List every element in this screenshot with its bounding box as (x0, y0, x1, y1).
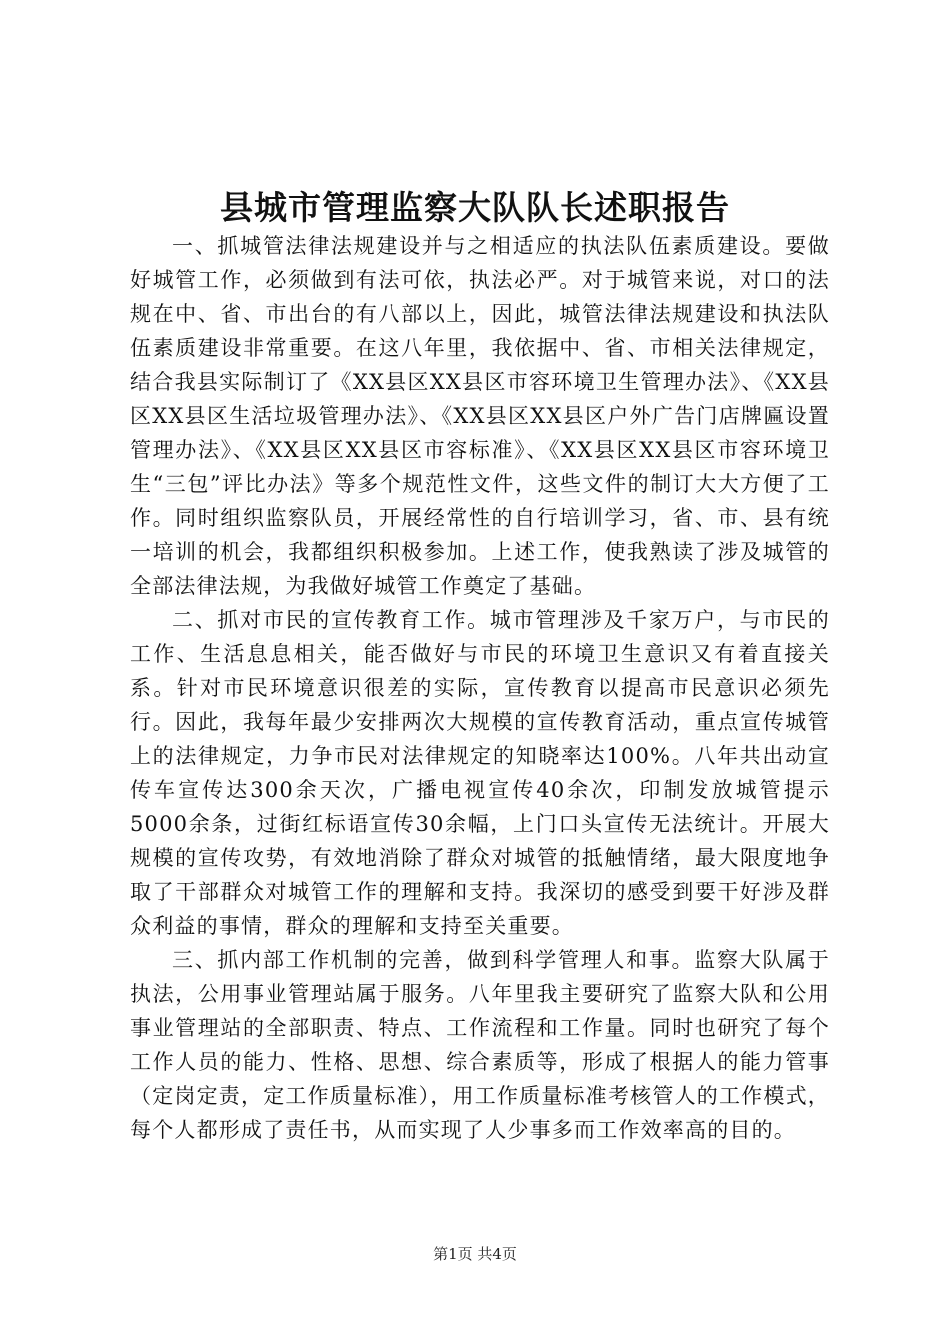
paragraph-2: 二、抓对市民的宣传教育工作。城市管理涉及千家万户，与市民的工作、生活息息相关，能否做好与市民的环境卫生意识又有着直接关系。针对市民环境意识很差的实际，宣传教育以提高市民意识必须先行。因此，我每年最少安排两次大规模的宣传教育活动，重点宣传城管上的法律规定，力争市民对法律规定的知晓率达100%。八年共出动宣传车宣传达300余天次，广播电视宣传40余次，印制发放城管提示5000余条，过街红标语宣传30余幅，上门口头宣传无法统计。开展大规模的宣传攻势，有效地消除了群众对城管的抵触情绪，最大限度地争取了干部群众对城管工作的理解和支持。我深切的感受到要干好涉及群众利益的事情，群众的理解和支持至关重要。 (130, 608, 830, 938)
paragraph-1: 一、抓城管法律法规建设并与之相适应的执法队伍素质建设。要做好城管工作，必须做到有法可依，执法必严。对于城管来说，对口的法规在中、省、市出台的有八部以上，因此，城管法律法规建设和执法队伍素质建设非常重要。在这八年里，我依据中、省、市相关法律规定，结合我县实际制订了《XX县区XX县区市容环境卫生管理办法》、《XX县区XX县区生活垃圾管理办法》、《XX县区XX县区户外广告门店牌匾设置管理办法》、《XX县区XX县区市容标准》、《XX县区XX县区市容环境卫生“三包”评比办法》等多个规范性文件，这些文件的制订大大方便了工作。同时组织监察队员，开展经常性的自行培训学习，省、市、县有统一培训的机会，我都组织积极参加。上述工作，使我熟读了涉及城管的全部法律法规，为我做好城管工作奠定了基础。 (130, 234, 830, 598)
paragraph-3: 三、抓内部工作机制的完善，做到科学管理人和事。监察大队属于执法，公用事业管理站属于服务。八年里我主要研究了监察大队和公用事业管理站的全部职责、特点、工作流程和工作量。同时也研究了每个工作人员的能力、性格、思想、综合素质等，形成了根据人的能力管事（定岗定责，定工作质量标准），用工作质量标准考核管人的工作模式，每个人都形成了责任书，从而实现了人少事多而工作效率高的目的。 (130, 948, 830, 1142)
document-body (130, 229, 830, 1147)
document-title: 县城市管理监察大队队长述职报告 (220, 188, 730, 227)
page-number-footer: 第1页 共4页 (433, 1245, 517, 1263)
